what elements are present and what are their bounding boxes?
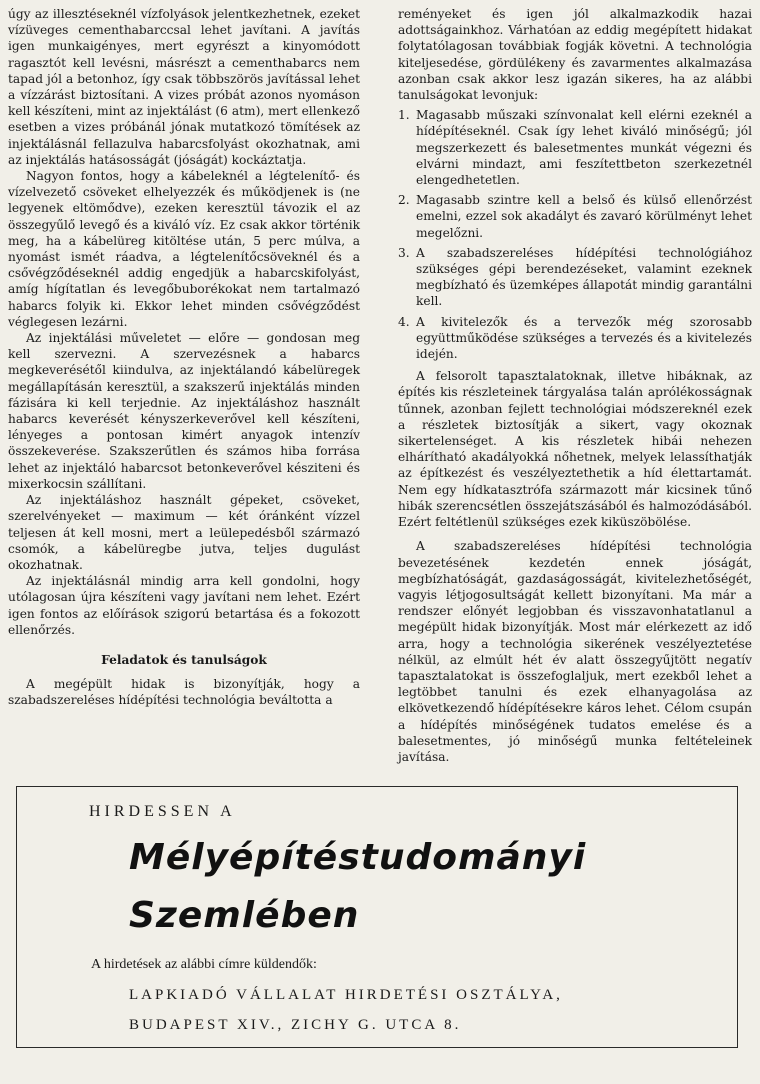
paragraph: A felsorolt tapasztalatoknak, illetve hibáknak, az építés kis részleteinek tárgyalása talán aprólékosságnak tűnnek, azonban fejlett technológiai módszereknél ezek a részletek biztosítják a sikert, vagy okoznak sikertelenséget. A kis részletek hibái nehezen elhárítható akadályokká nőhetnek, melyek lelassíthatják az építkezést és veszélyeztethetik a híd élettartamát. Nem egy hídkatasztrófa származott már kicsinek tűnő hibák szerencsétlen összejátszásából és halmozódásából. Ezért feltétlenül szükséges ezek kiküszöbölése. [398, 369, 752, 530]
left-column [8, 6, 360, 709]
ad-subtitle: A hirdetések az alábbi címre küldendők: [91, 957, 317, 972]
section-heading: Feladatok és tanulságok [101, 652, 267, 667]
paragraph: Az injektáláshoz használt gépeket, csöveket, szerelvényeket — maximum — két óránként vízzel teljesen át kell mosni, mert a leülepedésből származó csomók, a kábelüregbe jutva, teljes dugulást okozhatnak. [8, 493, 360, 572]
paragraph: reményeket és igen jól alkalmazkodik hazai adottságainkhoz. Várhatóan az eddig megépített hidakat folytatólagosan továbbiak fogják követni. A technológia kiteljesedése, gördülékeny és zavarmentes alkalmazása azonban csak akkor lesz igazán sikeres, ha az alábbi tanulságokat levonjuk: [398, 7, 752, 103]
ad-address-line2: BUDAPEST XIV., ZICHY G. UTCA 8. [129, 1017, 462, 1033]
list-item [398, 314, 752, 363]
lessons-list [398, 107, 752, 362]
paragraph: Az injektálási műveletet — előre — gondosan meg kell szervezni. A szervezésnek a habarcs megkeverésétől kiindulva, az injektálandó kábelüregek megállapításán keresztül, a szakszerű injektálás minden fázisára ki kell terjednie. Az injektáláshoz használt habarcs keverését kényszerkeverővel kell készíteni, lényeges a pontosan kimért anyagok intenzív összekeverése. Szakszerűtlen és számos hiba forrása lehet az injektáló habarcsot betonkeverővel késziteni és mixerkocsin szállítani. [8, 331, 360, 491]
ad-headline: HIRDESSEN A [89, 803, 236, 820]
right-column [398, 6, 752, 765]
paragraph: Nagyon fontos, hogy a kábeleknél a légtelenítő- és vízelvezető csöveket elhelyezzék és működjenek is (ne legyenek eltömődve), ezeken keresztül távozik el az összegyűlő levegő és a kiváló víz. Ez csak akkor történik meg, ha a kábelüreg kitöltése után, 5 perc múlva, a nyomást ismét ráadva, a légtelenítőcsöveknél és a csővégződéseknél addig engedjük a habarcskifolyást, amíg hígítatlan és levegőbuborékokat nem tartalmazó habarcs folyik ki. Ekkor lehet minden csővégződést véglegesen lezárni. [8, 169, 360, 329]
ad-title-line1: Mélyépítéstudományi [129, 837, 587, 878]
paragraph: A szabadszereléses hídépítési technológia bevezetésének kezdetén ennek jóságát, megbízhatóságát, gazdaságosságát, kivitelezhetőségét, vagyis létjogosultságát kellett bizonyítani. Ma már a rendszer előnyét legjobban és visszavonhatatlanul a megépült hidak bizonyítják. Most már elérkezett az idő arra, hogy a technológia sikerének veszélyeztetése nélkül, az elmúlt hét év alatt összegyűjtött negatív tapasztalatokat is összefoglaljuk, mert ezekből lehet a legtöbbet tanulni és ezek elhanyagolása az elkövetkezendő hídépítésekre káros lehet. Célom csupán a hídépítés minőségének tudatos emelése és a balesetmentes, jó minőségű munka feltételeinek javítása. [398, 539, 752, 764]
list-number: 3. [398, 245, 410, 260]
list-text: A kivitelezők és a tervezők még szorosabb együttműködése szükséges a tervezés és a kivitelezés idején. [416, 314, 752, 362]
ad-address-line1: LAPKIADÓ VÁLLALAT HIRDETÉSI OSZTÁLYA, [129, 987, 563, 1003]
list-item [398, 107, 752, 188]
paragraph: A megépült hidak is bizonyítják, hogy a szabadszereléses hídépítési technológia beváltotta a [8, 677, 360, 708]
list-number: 4. [398, 314, 410, 329]
list-item [398, 192, 752, 241]
ad-title-line2: Szemlében [129, 895, 360, 936]
list-text: Magasabb szintre kell a belső és külső ellenőrzést emelni, ezzel sok akadályt és zavaró körülményt lehet megelőzni. [416, 193, 752, 240]
list-item [398, 245, 752, 310]
paragraph: úgy az illesztéseknél vízfolyások jelentkezhetnek, ezeket vízüveges cementhabarccsal lehet javítani. A javítás igen munkaigényes, mert egyrészt a kinyomódott ragasztót kell levésni, másrészt a cementhabarcs nem tapad jól a betonhoz, így csak többszörös javítással lehet a vízzárást biztosítani. A vizes próbát azonos nyomáson kell készíteni, mint az injektálást (6 atm), mert ellenkező esetben a vizes próbánál jónak mutatkozó tömítések az injektálásnál fellazulva habarcsfolyást okozhatnak, ami az injektálás hatásosságát (jóságát) kockáztatja. [8, 7, 360, 167]
list-text: A szabadszereléses hídépítési technológiához szükséges gépi berendezéseket, valamint ezeknek megbízható és üzemképes állapotát mindig garantálni kell. [416, 245, 752, 309]
advertisement-box [16, 786, 738, 1048]
list-text: Magasabb műszaki színvonalat kell elérni ezeknél a hídépítéseknél. Csak így lehet kiváló minőségű; jól megszerkezett és balesetmentes munkát végezni és elvárni mindazt, ami feszítettbeton szerkezetnél elengedhetetlen. [416, 108, 752, 188]
list-number: 1. [398, 108, 410, 123]
list-number: 2. [398, 193, 410, 208]
paragraph: Az injektálásnál mindig arra kell gondolni, hogy utólagosan újra készíteni vagy javítani nem lehet. Ezért igen fontos az előírások szigorú betartása és a fokozott ellenőrzés. [8, 574, 360, 637]
